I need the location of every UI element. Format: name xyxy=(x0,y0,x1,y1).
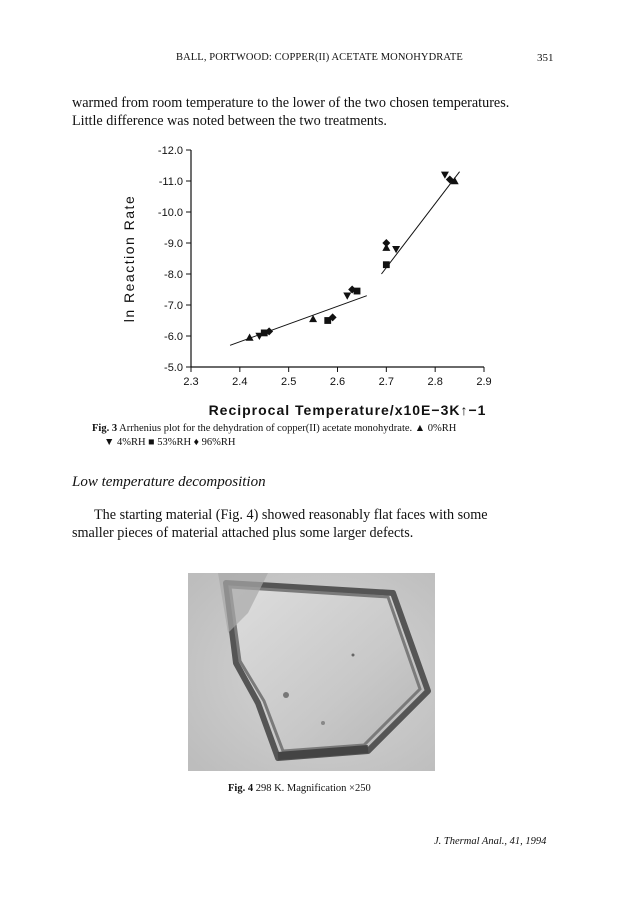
y-tick-label: -5.0 xyxy=(164,362,183,374)
fit-lines xyxy=(230,172,460,346)
paragraph-2-line-1: The starting material (Fig. 4) showed reasonably flat faces with some xyxy=(94,507,488,523)
journal-footer: J. Thermal Anal., 41, 1994 xyxy=(434,836,547,847)
x-tick-label: 2.6 xyxy=(329,376,346,388)
x-tick-label: 2.8 xyxy=(427,376,443,388)
crystal-micrograph xyxy=(188,573,435,771)
running-head-bar xyxy=(0,52,624,72)
figure-3-caption-legend: ▼ 4%RH ■ 53%RH ♦ 96%RH xyxy=(104,437,236,448)
y-tick-label: -12.0 xyxy=(157,145,183,157)
y-tick-label: -11.0 xyxy=(158,176,183,188)
figure-3-caption xyxy=(92,422,552,436)
figure-4-label: Fig. 4 xyxy=(228,783,254,794)
x-tick-label: 2.3 xyxy=(183,376,199,388)
x-axis-label: Reciprocal Temperature/x10E−3K↑−1 xyxy=(208,402,487,418)
diamond-point xyxy=(382,239,390,247)
page-number: 351 xyxy=(537,52,554,64)
x-tick-label: 2.5 xyxy=(281,376,297,388)
figure-3-caption-text: Arrhenius plot for the dehydration of copper(II) acetate monohydrate. ▲ 0%RH xyxy=(119,423,457,434)
triangle-down-point xyxy=(343,293,351,300)
y-axis-label: ln Reaction Rate xyxy=(121,194,137,323)
y-tick-label: -9.0 xyxy=(164,238,183,250)
x-tick-label: 2.9 xyxy=(476,376,492,388)
paragraph-1 xyxy=(72,94,552,130)
figure-4-caption-text: 298 K. Magnification ×250 xyxy=(255,783,371,794)
paragraph-2 xyxy=(72,506,552,542)
section-heading: Low temperature decomposition xyxy=(72,474,266,490)
x-tick-label: 2.4 xyxy=(232,376,248,388)
y-tick-label: -10.0 xyxy=(157,207,183,219)
y-axis xyxy=(158,145,191,374)
triangle-down-point xyxy=(392,246,400,253)
x-tick-label: 2.7 xyxy=(378,376,394,388)
paragraph-2-line-2: smaller pieces of material attached plus some larger defects. xyxy=(72,525,414,541)
figure-4-caption xyxy=(228,783,528,794)
y-tick-label: -8.0 xyxy=(164,269,183,281)
y-tick-label: -7.0 xyxy=(164,300,183,312)
y-tick-label: -6.0 xyxy=(164,331,183,343)
x-axis xyxy=(183,367,491,388)
figure-3-label: Fig. 3 xyxy=(92,423,118,434)
square-point xyxy=(383,261,390,268)
data-points xyxy=(246,172,459,341)
paragraph-1-line-1: warmed from room temperature to the lower of the two chosen temperatures. xyxy=(72,95,510,111)
arrhenius-chart xyxy=(60,140,560,420)
running-head: BALL, PORTWOOD: COPPER(II) ACETATE MONOHYDRATE xyxy=(176,52,463,63)
fit-line xyxy=(381,172,459,274)
paragraph-1-line-2: Little difference was noted between the two treatments. xyxy=(72,113,387,129)
